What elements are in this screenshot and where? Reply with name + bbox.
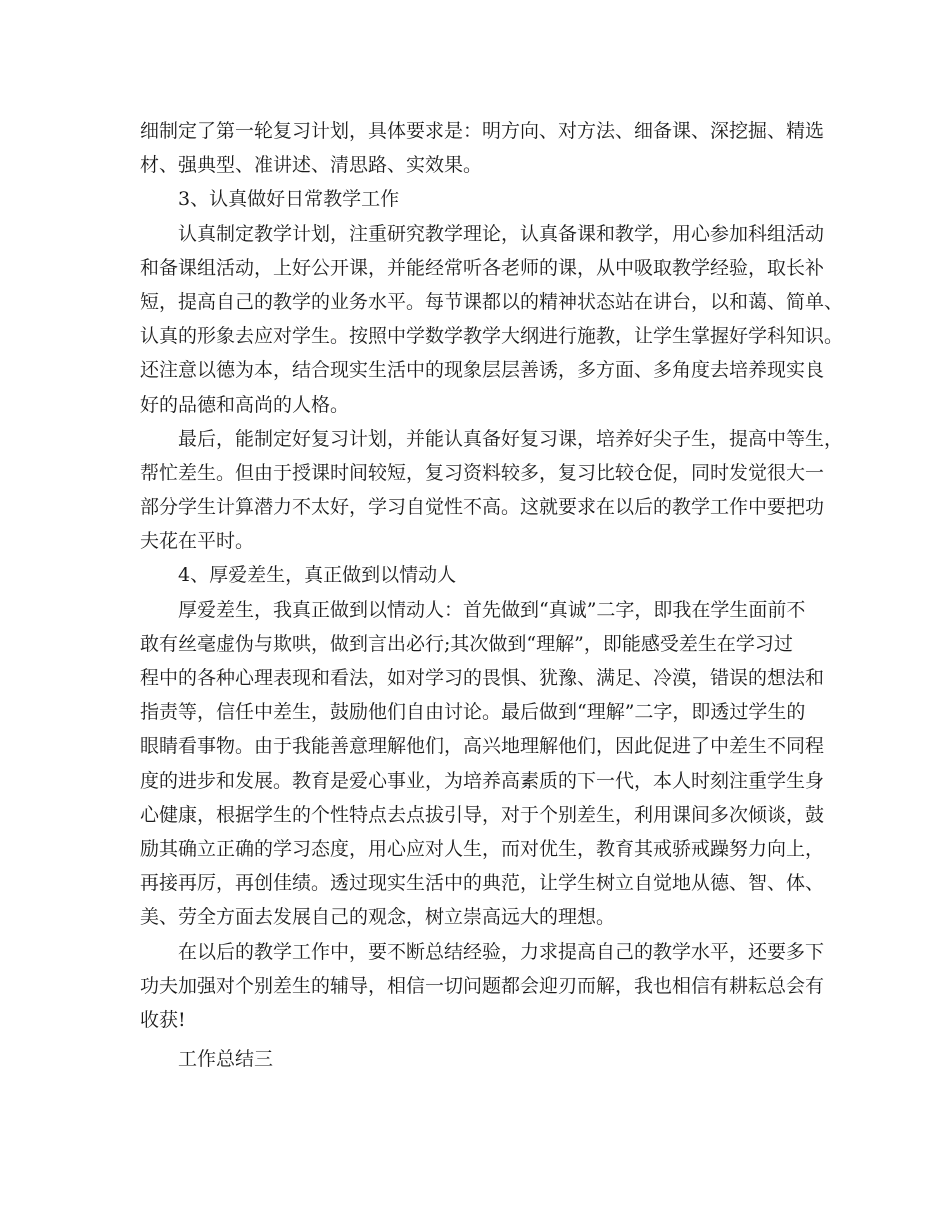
text-line: 材、强典型、准讲述、清思路、实效果。: [140, 154, 483, 177]
text-line: 还注意以德为本，结合现实生活中的现象层层善诱，多方面、多角度去培养现实良: [140, 359, 825, 382]
text-line: 夫花在平时。: [140, 530, 255, 553]
text-line: 在以后的教学工作中，要不断总结经验，力求提高自己的教学水平，还要多下: [178, 940, 825, 963]
section-heading: 工作总结三: [178, 1048, 274, 1071]
text-line: 3、认真做好日常教学工作: [178, 188, 400, 211]
text-line: 短，提高自己的教学的业务水平。每节课都以的精神状态站在讲台，以和蔼、简单、: [140, 290, 844, 313]
text-line: 部分学生计算潜力不太好，学习自觉性不高。这就要求在以后的教学工作中要把功: [140, 496, 825, 519]
text-line: 和备课组活动，上好公开课，并能经常听各老师的课，从中吸取教学经验，取长补: [140, 256, 825, 279]
text-line: 收获!: [140, 1008, 186, 1031]
text-line: 励其确立正确的学习态度，用心应对人生，而对优生，教育其戒骄戒躁努力向上，: [140, 837, 825, 860]
text-line: 认真的形象去应对学生。按照中学数学教学大纲进行施教，让学生掌握好学科知识。: [140, 325, 844, 348]
text-line: 美、劳全方面去发展自己的观念，树立崇高远大的理想。: [140, 906, 616, 929]
text-line: 程中的各种心理表现和看法，如对学习的畏惧、犹豫、满足、冷漠，错误的想法和: [140, 667, 825, 689]
text-line: 度的进步和发展。教育是爱心事业，为培养高素质的下一代，本人时刻注重学生身: [140, 769, 825, 792]
text-line: 眼睛看事物。由于我能善意理解他们，高兴地理解他们，因此促进了中差生不同程: [140, 735, 825, 758]
text-line: 功夫加强对个别差生的辅导，相信一切问题都会迎刃而解，我也相信有耕耘总会有: [140, 974, 825, 997]
text-line: 帮忙差生。但由于授课时间较短，复习资料较多，复习比较仓促，同时发觉很大一: [140, 461, 825, 484]
document-body: [140, 114, 844, 1076]
text-line: 厚爱差生，我真正做到以情动人：首先做到“真诚”二字，即我在学生面前不: [178, 598, 806, 621]
text-line: 再接再厉，再创佳绩。透过现实生活中的典范，让学生树立自觉地从德、智、体、: [140, 872, 825, 895]
text-line: 4、厚爱差生，真正做到以情动人: [178, 564, 457, 587]
text-line: 最后，能制定好复习计划，并能认真备好复习课，培养好尖子生，提高中等生，: [178, 427, 844, 450]
text-line: 细制定了第一轮复习计划，具体要求是：明方向、对方法、细备课、深挖掘、精选: [140, 120, 825, 142]
text-line: 敢有丝毫虚伪与欺哄，做到言出必行;其次做到“理解”，即能感受差生在学习过: [140, 632, 793, 655]
text-line: 指责等，信任中差生，鼓励他们自由讨论。最后做到“理解”二字，即透过学生的: [140, 701, 806, 724]
text-line: 好的品德和高尚的人格。: [140, 393, 350, 416]
text-line: 心健康，根据学生的个性特点去点拔引导，对于个别差生，利用课间多次倾谈，鼓: [140, 803, 825, 826]
text-line: 认真制定教学计划，注重研究教学理论，认真备课和教学，用心参加科组活动: [178, 222, 825, 245]
